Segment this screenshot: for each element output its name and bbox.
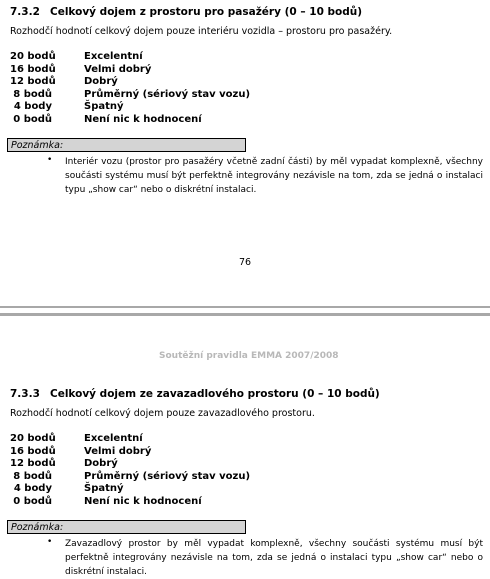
note-label: Poznámka: bbox=[11, 522, 64, 533]
note-box bbox=[7, 138, 246, 152]
section-number: 7.3.3 bbox=[10, 388, 40, 400]
scale-label: Excelentní bbox=[84, 433, 143, 444]
page-break-rule bbox=[0, 313, 490, 316]
bullet-icon: • bbox=[47, 537, 53, 547]
scale-points: 12 bodů bbox=[10, 458, 56, 469]
section-number: 7.3.2 bbox=[10, 6, 40, 18]
scale-points: 16 bodů bbox=[10, 445, 56, 457]
scale-label: Není nic k hodnocení bbox=[84, 495, 202, 507]
scale-label: Velmi dobrý bbox=[84, 445, 152, 457]
running-header: Soutěžní pravidla EMMA 2007/2008 bbox=[159, 351, 339, 361]
note-label: Poznámka: bbox=[11, 140, 64, 151]
note-box bbox=[7, 520, 246, 534]
scale-label: Průměrný (sériový stav vozu) bbox=[84, 88, 251, 100]
scale-label: Velmi dobrý bbox=[84, 63, 152, 75]
scale-label: Průměrný (sériový stav vozu) bbox=[84, 470, 251, 482]
section-title: Celkový dojem z prostoru pro pasažéry (0 – 10 bodů) bbox=[50, 6, 363, 18]
note-text: Interiér vozu (prostor pro pasažéry včetně zadní části) by měl vypadat komplexně, všechny součásti systému musí být perfektně integrovány nezávisle na tom, zda se jedná o instalaci typu „show car“ nebo o diskrétní instalaci. bbox=[65, 157, 483, 195]
section-intro: Rozhodčí hodnotí celkový dojem pouze zavazadlového prostoru. bbox=[10, 408, 315, 419]
scale-label: Není nic k hodnocení bbox=[84, 113, 202, 125]
scoring-scale bbox=[10, 51, 310, 127]
scale-label: Dobrý bbox=[84, 458, 118, 469]
scale-points: 16 bodů bbox=[10, 63, 56, 75]
scale-points: 4 body bbox=[13, 101, 52, 112]
scale-points: 0 bodů bbox=[13, 495, 52, 507]
scale-label: Excelentní bbox=[84, 51, 143, 62]
bullet-icon: • bbox=[47, 155, 53, 165]
scale-points: 12 bodů bbox=[10, 76, 56, 87]
page-number: 76 bbox=[239, 257, 252, 268]
section-heading bbox=[10, 6, 362, 18]
note-text: Zavazadlový prostor by měl vypadat komplexně, všechny součásti systému musí být perfektně integrovány nezávisle na tom, zda se jedná o instalaci typu „show car“ nebo o diskrétní instalaci. bbox=[65, 539, 483, 577]
scoring-scale bbox=[10, 433, 310, 509]
scale-points: 20 bodů bbox=[10, 433, 56, 444]
scale-label: Dobrý bbox=[84, 76, 118, 87]
scale-points: 8 bodů bbox=[13, 470, 52, 482]
scale-label: Špatný bbox=[84, 483, 124, 494]
scale-points: 4 body bbox=[13, 483, 52, 494]
scale-points: 8 bodů bbox=[13, 88, 52, 100]
scale-points: 0 bodů bbox=[13, 113, 52, 125]
scale-points: 20 bodů bbox=[10, 51, 56, 62]
section-title: Celkový dojem ze zavazadlového prostoru (0 – 10 bodů) bbox=[50, 388, 380, 400]
page-break-rule bbox=[0, 306, 490, 308]
section-heading bbox=[10, 388, 380, 400]
section-intro: Rozhodčí hodnotí celkový dojem pouze interiéru vozidla – prostoru pro pasažéry. bbox=[10, 26, 393, 37]
scale-label: Špatný bbox=[84, 101, 124, 112]
